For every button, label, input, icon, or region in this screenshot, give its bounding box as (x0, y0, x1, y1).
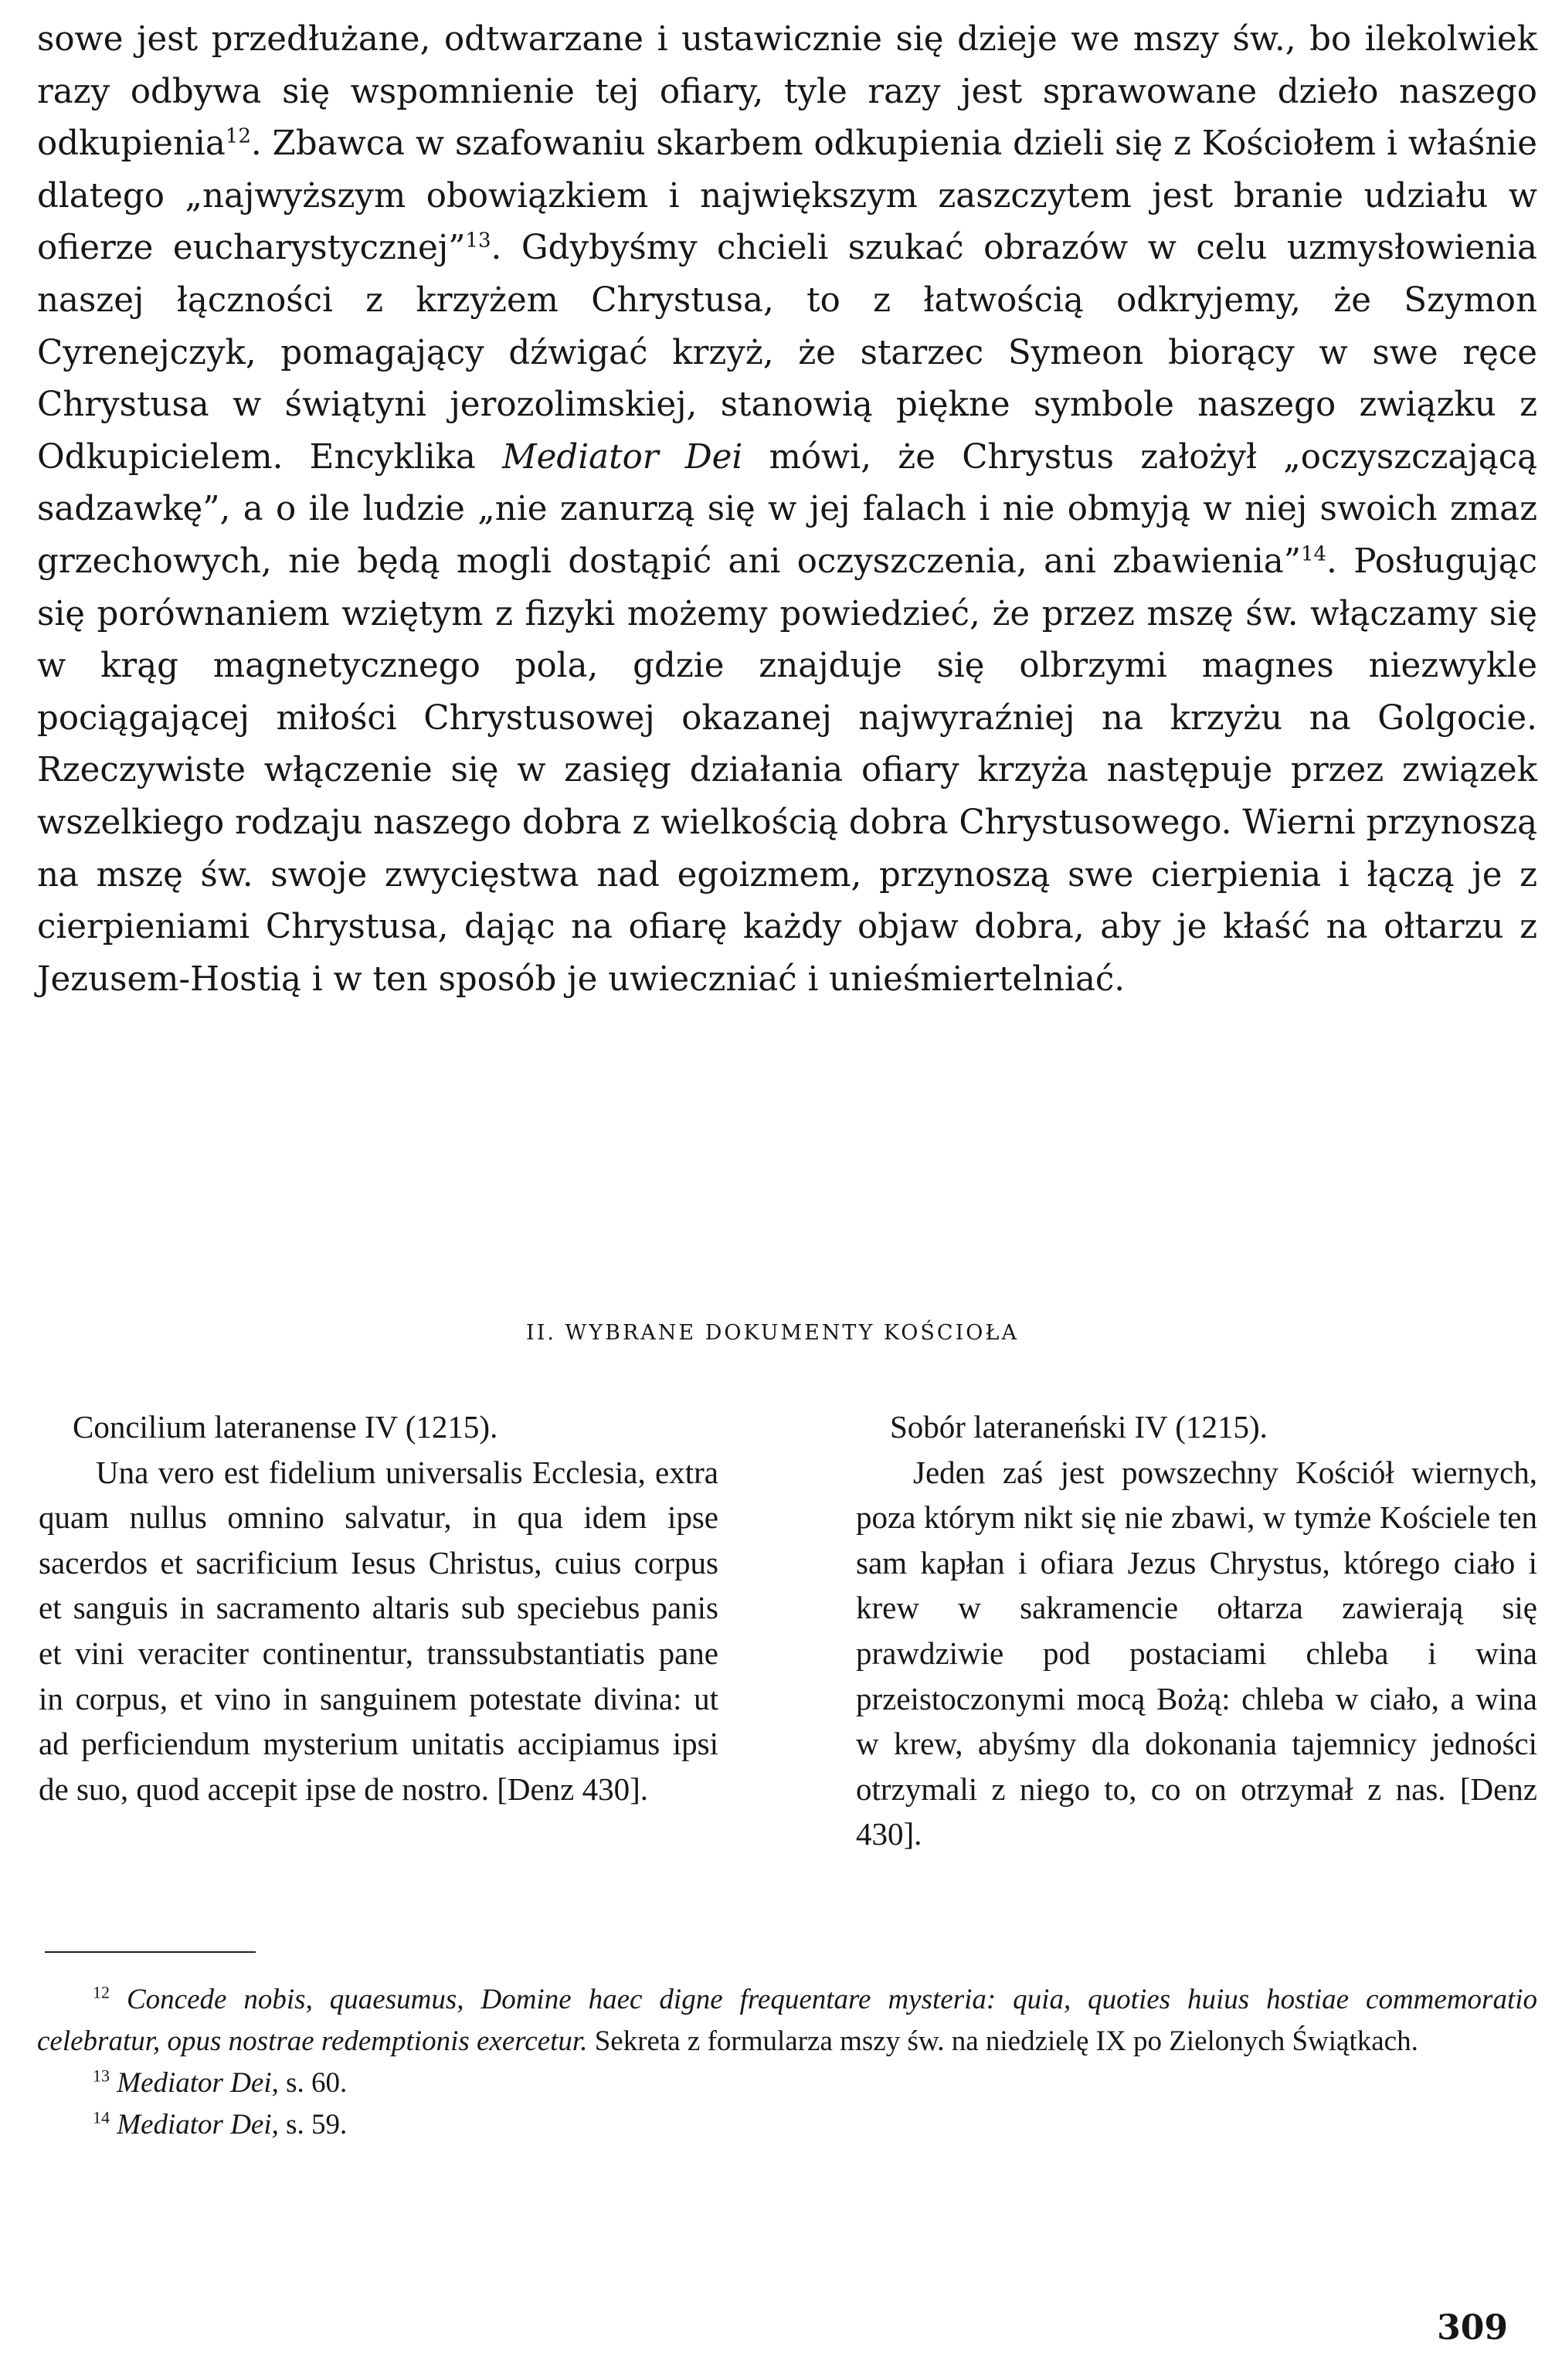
page-number: 309 (1437, 2308, 1508, 2348)
footnote-text: s. 60. (286, 2067, 348, 2099)
latin-column-title: Concilium lateranense IV (1215). (73, 1409, 498, 1445)
footnote-italic: Mediator Dei, (117, 2067, 279, 2099)
latin-column (39, 1404, 718, 1811)
footnote-italic: Concede nobis, quaesumus, Domine haec digne frequentare mysteria: quia, quoties huius hostiae commemoratio celebratur, opus nostrae redemptionis exercetur. (37, 1984, 1538, 2057)
latin-column-text: Una vero est fidelium universalis Ecclesia, extra quam nullus omnino salvatur, in qua idem ipse sacerdos et sacrificium Iesus Christus, cuius corpus et sanguis in sacramento altaris sub speciebus panis et vini veraciter continentur, transsubstantiatis pane in corpus, et vino in sanguinem potestate divina: ut ad perficiendum mysterium unitatis accipiamus ipsi de suo, quod accepit ipse de nostro. [Denz 430]. (39, 1454, 718, 1807)
footnote-ref-12: 12 (225, 124, 251, 148)
paragraph-text: . Zbawca w szafowaniu skarbem odkupienia dzieli się z Kościołem i właśnie dlatego „najwyższym obowiązkiem i największym zaszczytem jest branie udziału w ofierze eucharystycznej” (37, 124, 1537, 268)
footnote-13 (37, 2063, 1537, 2104)
polish-column (856, 1404, 1537, 1857)
footnote-14 (37, 2104, 1537, 2146)
footnotes (37, 1979, 1537, 2146)
paragraph-text: mówi, że Chrystus założył „oczyszczającą sadzawkę”, a o ile ludzie „nie zanurzą się w jej falach i nie obmyją w niej swoich zmaz grzechowych, nie będą mogli dostąpić ani oczyszczenia, ani zbawienia” (37, 437, 1538, 581)
footnote-number: 14 (93, 2107, 110, 2127)
footnote-number: 13 (93, 2066, 110, 2086)
footnote-divider (45, 1951, 256, 1953)
paragraph-text: . Gdybyśmy chcieli szukać obrazów w celu uzmysłowienia naszej łączności z krzyżem Chrystusa, to z łatwością odkryjemy, że Szymon Cyrenejczyk, pomagający dźwigać krzyż, że starzec Symeon biorący w swe ręce Chrystusa w świątyni jerozolimskiej, stanowią piękne symbole naszego związku z Odkupicielem. Encyklika (37, 229, 1537, 477)
paragraph-text: . Posługując się porównaniem wziętym z fizyki możemy powiedzieć, że przez mszę św. włączamy się w krąg magnetycznego pola, gdzie znajduje się olbrzymi magnes niezwykle pociągającej miłości Chrystusowej okazanej najwyraźniej na krzyżu na Golgocie. Rzeczywiste włączenie się w zasięg działania ofiary krzyża następuje przez związek wszelkiego rodzaju naszego dobra z wielkością dobra Chrystusowego. Wierni przynoszą na mszę św. swoje zwycięstwa nad egoizmem, przynoszą swe cierpienia i łączą je z cierpieniami Chrystusa, dając na ofiarę każdy objaw dobra, aby je kłaść na ołtarzu z Jezusem-Hostią i w ten sposób je uwieczniać i unieśmiertelniać. (37, 542, 1537, 999)
footnote-ref-14: 14 (1300, 542, 1327, 566)
main-paragraph (37, 14, 1537, 1006)
polish-column-text: Jeden zaś jest powszechny Kościół wiernych, poza którym nikt się nie zbawi, w tymże Kościele ten sam kapłan i ofiara Jezus Chrystus, którego ciało i krew w sakramencie ołtarza zawierają się prawdziwie pod postaciami chleba i wina przeistoczonymi mocą Bożą: chleba w ciało, a wina w krew, abyśmy dla dokonania tajemnicy jedności otrzymali z niego to, co on otrzymał z nas. [Denz 430]. (856, 1454, 1537, 1852)
section-heading: II. WYBRANE DOKUMENTY KOŚCIOŁA (526, 1321, 1019, 1345)
footnote-text: Sekreta z formularza mszy św. na niedzielę IX po Zielonych Świątkach. (594, 2025, 1418, 2057)
encyclical-title: Mediator Dei (502, 437, 743, 477)
footnote-number: 12 (93, 1982, 110, 2002)
footnote-ref-13: 13 (465, 229, 491, 253)
footnote-italic: Mediator Dei, (117, 2109, 279, 2141)
polish-column-title: Sobór lateraneński IV (1215). (890, 1409, 1268, 1445)
footnote-text: s. 59. (286, 2109, 348, 2141)
footnote-12 (37, 1979, 1537, 2063)
paragraph-text: sowe jest przedłużane, odtwarzane i ustawicznie się dzieje we mszy św., bo ilekolwiek razy odbywa się wspomnienie tej ofiary, tyle razy jest sprawowane dzieło naszego odkupienia (37, 20, 1537, 164)
